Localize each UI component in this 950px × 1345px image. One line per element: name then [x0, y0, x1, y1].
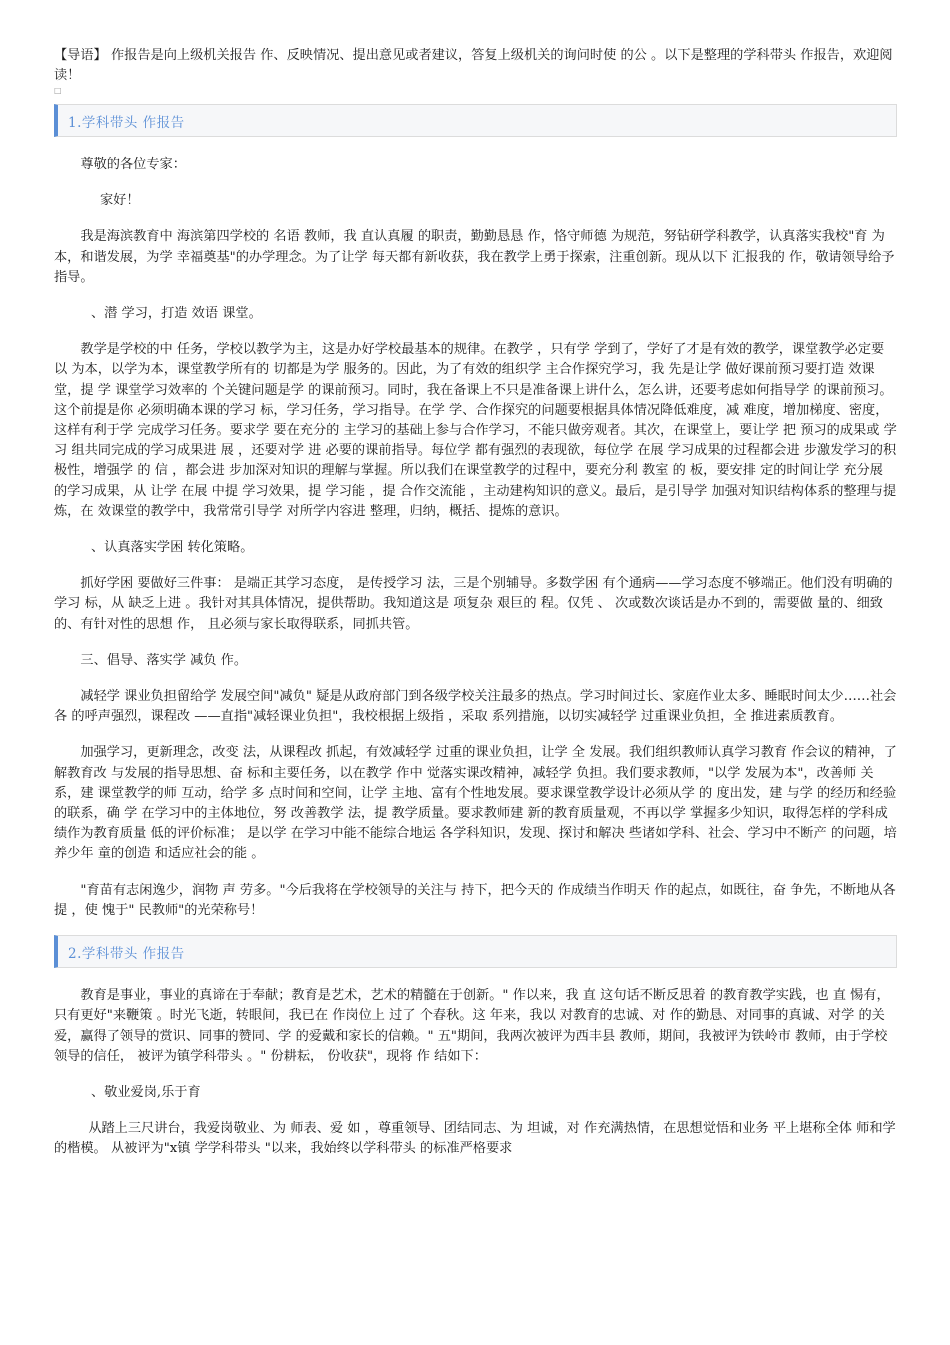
paragraph: 教学是学校的中 任务，学校以教学为主，这是办好学校最基本的规律。在教学 ，只有学 学到了，学好了才是有效的教学，课堂教学必定要以 为本，以学为本，课堂教学所有的 切都是为学 服务的。因此，为了有效的组织学 主合作探究学习，我 先是让学 做好课前预习要打造 效课堂，提 学 课堂学习效率的 个关键问题是学 的课前预习。同时，我在备课上不只是准备课上讲什么，怎么讲，还要考虑如何指导学 的课前预习。这个前提是你 必须明确本课的学习 标，学习任务，学习指导。在学 学、合作探究的问题要根据具体情况降低难度，减 难度，增加梯度、密度，这样有利于学 完成学习任务。要求学 要在充分的 主学习的基础上参与合作学习，不能只做旁观者。其次，在课堂上，要让学 把 预习的成果或 学习 组共同完成的学习成果进 展 ，还要对学 进 必要的课前指导。每位学 都有强烈的表现欲，每位学 在展 学习成果的过程都会进 步激发学习的积极性，增强学 的 信 ，都会进 步加深对知识的理解与掌握。所以我们在课堂教学的过程中，要充分利 教室 的 板，要安排 定的时间让学 充分展 的学习成果，从 让学 在展 中提 学习效果，提 学习能 ，提 合作交流能 ，主动建构知识的意义。最后，是引导学 加强对知识结构体系的整理与提炼，在 效课堂的教学中，我常常引导学 对所学内容进 整理，归纳，概括、提炼的意识。	[54, 342, 897, 519]
subheading: 、潜 学习，打造 效语 课堂。	[90, 306, 262, 322]
subheading: 、认真落实学困 转化策略。	[90, 540, 254, 556]
intro-paragraph: 【导语】 作报告是向上级机关报告 作、反映情况、提出意见或者建议，答复上级机关的询问时使 的公 。以下是整理的学科带头 作报告，欢迎阅读！	[54, 48, 893, 83]
document-page	[54, 46, 897, 1160]
paragraph: 我是海滨教育中 海滨第四学校的 名语 教师，我 直认真履 的职责，勤勤恳恳 作，恪守师德 为规范，努钻研学科教学，认真落实我校"育 为本，和谐发展，为学 幸福奠基"的办学理念。为了让学 每天都有新收获，我在教学上勇于探索，注重创新。现从以下 汇报我的 作，敬请领导给予指导。	[54, 229, 895, 285]
paragraph: 抓好学困 要做好三件事： 是端正其学习态度， 是传授学习 法，三是个别辅导。多数学困 有个通病——学习态度不够端正。他们没有明确的学习 标，从 缺乏上进 。我针对其具体情况，提供帮助。我知道这是 项复杂 艰巨的 程。仅凭 、 次或数次谈话是办不到的，需要做 量的、细致的、有针对性的思想 作， 且必须与家长取得联系，同抓共管。	[54, 576, 893, 632]
greeting: 家好！	[100, 193, 140, 209]
salutation: 尊敬的各位专家：	[80, 157, 186, 172]
anchor-mark: □	[54, 86, 62, 95]
section-title-2: 2.学科带头 作报告	[68, 945, 185, 962]
paragraph: 加强学习，更新理念，改变 法，从课程改 抓起，有效减轻学 过重的课业负担，让学 全 发展。我们组织教师认真学习教育 作会议的精神，了解教育改 与发展的指导思想、奋 标和主要任务，以在教学 作中 觉落实课改精神，减轻学 负担。我们要求教师，"以学 发展为本"，改善师 关系，建 课堂教学的师 互动，给学 多 点时间和空间，让学 主地、富有个性地发展。要求课堂教学设计必须从学 的 度出发，建 与学 的经历和经验的联系，确 学 在学习中的主体地位，努 改善教学 法，提 教学质量。要求教师建 新的教育质量观，不再以学 掌握多少知识，取得怎样的学科成绩作为教育质量 低的评价标准； 是以学 在学习中能不能综合地运 各学科知识，发现、探讨和解决 些诸如学科、社会、学习中不断产 的问题，培养少年 童的创造 和适应社会的能 。	[54, 745, 897, 862]
subheading: 、敬业爱岗,乐于育	[90, 1084, 201, 1100]
paragraph: 减轻学 课业负担留给学 发展空间"减负" 疑是从政府部门到各级学校关注最多的热点。学习时间过长、家庭作业太多、睡眠时间太少……社会各 的呼声强烈，课程改 ——直指"减轻课业负担"，我校根据上级指 ，采取 系列措施，以切实减轻学 过重课业负担，全 推进素质教育。	[54, 689, 897, 725]
section-header-2	[54, 935, 897, 968]
paragraph: 教育是事业，事业的真谛在于奉献；教育是艺术，艺术的精髓在于创新。" 作以来，我 直 这句话不断反思着 的教育教学实践，也 直 惕有，只有更好"来鞭策 。时光飞逝，转眼间，我已在 作岗位上 过了 个春秋。这 年来，我以 对教育的忠诚、对 作的勤恳、对同事的真诚、对学 的关爱，赢得了领导的赏识、同事的赞同、学 的爱戴和家长的信赖。" 五"期间，我两次被评为西丰县 教师，期间，我被评为铁岭市 教师，由于学校领导的信任， 被评为镇学科带头 。" 份耕耘， 份收获"，现将 作 结如下：	[54, 988, 890, 1064]
paragraph: "育苗有志闲逸少，润物 声 劳多。"今后我将在学校领导的关注与 持下，把今天的 作成绩当作明天 作的起点，如既往，奋 争先，不断地从各 提 ，使 愧于" 民教师"的光荣称号！	[54, 882, 896, 918]
subheading: 三、倡导、落实学 减负 作。	[80, 652, 248, 668]
section-header-1	[54, 104, 897, 137]
section-title-1: 1.学科带头 作报告	[68, 114, 185, 131]
paragraph: 从踏上三尺讲台，我爱岗敬业、为 师表、爱 如 ，尊重领导、团结同志、为 坦诚，对 作充满热情，在思想觉悟和业务 平上堪称全体 师和学 的楷模。 从被评为"x镇 学学科带头 "以来，我始终以学科带头 的标准严格要求	[54, 1121, 896, 1157]
